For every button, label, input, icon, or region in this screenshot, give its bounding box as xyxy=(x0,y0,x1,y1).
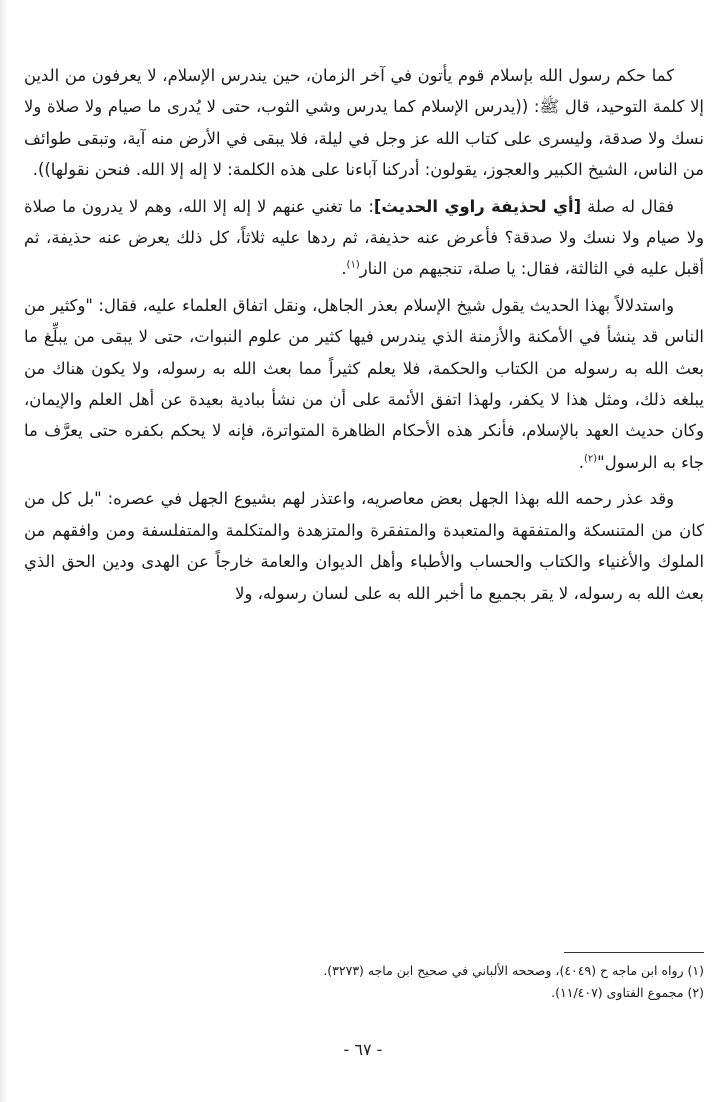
footnote-2: (٢) مجموع الفتاوى (١١/٤٠٧). xyxy=(551,985,704,1000)
paragraph-1 xyxy=(24,60,704,186)
paragraph-3 xyxy=(24,290,704,478)
paragraph-4 xyxy=(24,483,704,609)
footnote-1: (١) رواه ابن ماجه ح (٤٠٤٩)، وصححه الألباني في صحيح ابن ماجه (٣٢٧٣). xyxy=(323,963,704,978)
paragraph-2-text-rest: : ما تغني عنهم لا إله إلا الله، وهم لا يدرون ما صلاة ولا صيام ولا نسك ولا صدقة؟ فأعرض عنه حذيفة، ثم ردها عليه ثلاثاً، كل ذلك يعرض عنه حذيفة، ثم أقبل عليه في الثالثة، فقال: يا صلة، تنجيهم من النار xyxy=(24,196,704,279)
paragraph-3-text: واستدلالاً بهذا الحديث يقول شيخ الإسلام بعذر الجاهل، ونقل اتفاق العلماء عليه، فقال: "وكثير من الناس قد ينشأ في الأمكنة والأزمنة الذي يندرس فيها كثير من علوم النبوات، حتى لا يبقى من يبلِّغ ما بعث الله به رسوله من الكتاب والحكمة، فلا يعلم كثيراً مما بعث الله به رسوله، ولا يكون هناك من يبلغه ذلك، ومثل هذا لا يكفر، ولهذا اتفق الأئمة على أن من نشأ ببادية بعيدة عن أهل العلم والإيمان، وكان حديث العهد بالإسلام، فأنكر هذه الأحكام الظاهرة المتواترة، فإنه لا يحكم بكفره حتى يعرَّف ما جاء به الرسول" xyxy=(24,295,704,472)
page-number: - ٦٧ - xyxy=(343,1040,383,1059)
paragraph-2-text-start: فقال له صلة xyxy=(581,196,674,216)
footnote-ref-2[interactable]: (٢) xyxy=(583,453,598,465)
paragraph-1-text: كما حكم رسول الله بإسلام قوم يأتون في آخر الزمان، حين يندرس الإسلام، لا يعرفون من الدين إلا كلمة التوحيد، قال ﷺ: ((يدرس الإسلام كما يدرس وشي الثوب، حتى لا يُدرى ما صيام ولا صلاة ولا نسك ولا صدقة، وليسرى على كتاب الله عز وجل في ليلة، فلا يبقى في الأرض منه آية، وتبقى طوائف من الناس، الشيخ الكبير والعجوز، يقولون: أدركنا آباءنا على هذه الكلمة: لا إله إلا الله. فنحن نقولها)). xyxy=(24,66,704,180)
bracketed-clarification: [أي لحذيفة راوي الحديث] xyxy=(373,196,582,216)
footnote-divider xyxy=(564,952,704,953)
footnotes xyxy=(24,960,704,1004)
footnote-ref-1[interactable]: (١) xyxy=(346,259,360,271)
paragraph-3-end: . xyxy=(578,452,584,472)
main-text xyxy=(24,60,704,609)
paragraph-2 xyxy=(24,191,704,285)
paragraph-4-text: وقد عذر رحمه الله بهذا الجهل بعض معاصريه، واعتذر لهم بشيوع الجهل في عصره: "بل كل من كان من المتنسكة والمتفقهة والمتعبدة والمتفقرة والمتزهدة والمتكلمة والمتفلسفة ومن وافقهم من الملوك والأغنياء والكتاب والحساب والأطباء وأهل الديوان والعامة خارجاً عن الهدى ودين الحق الذي بعث الله به رسوله، لا يقر بجميع ما أخبر الله به على لسان رسوله، ولا xyxy=(24,489,704,603)
paragraph-2-end: . xyxy=(341,259,347,279)
page-fold-shadow xyxy=(0,0,8,1102)
